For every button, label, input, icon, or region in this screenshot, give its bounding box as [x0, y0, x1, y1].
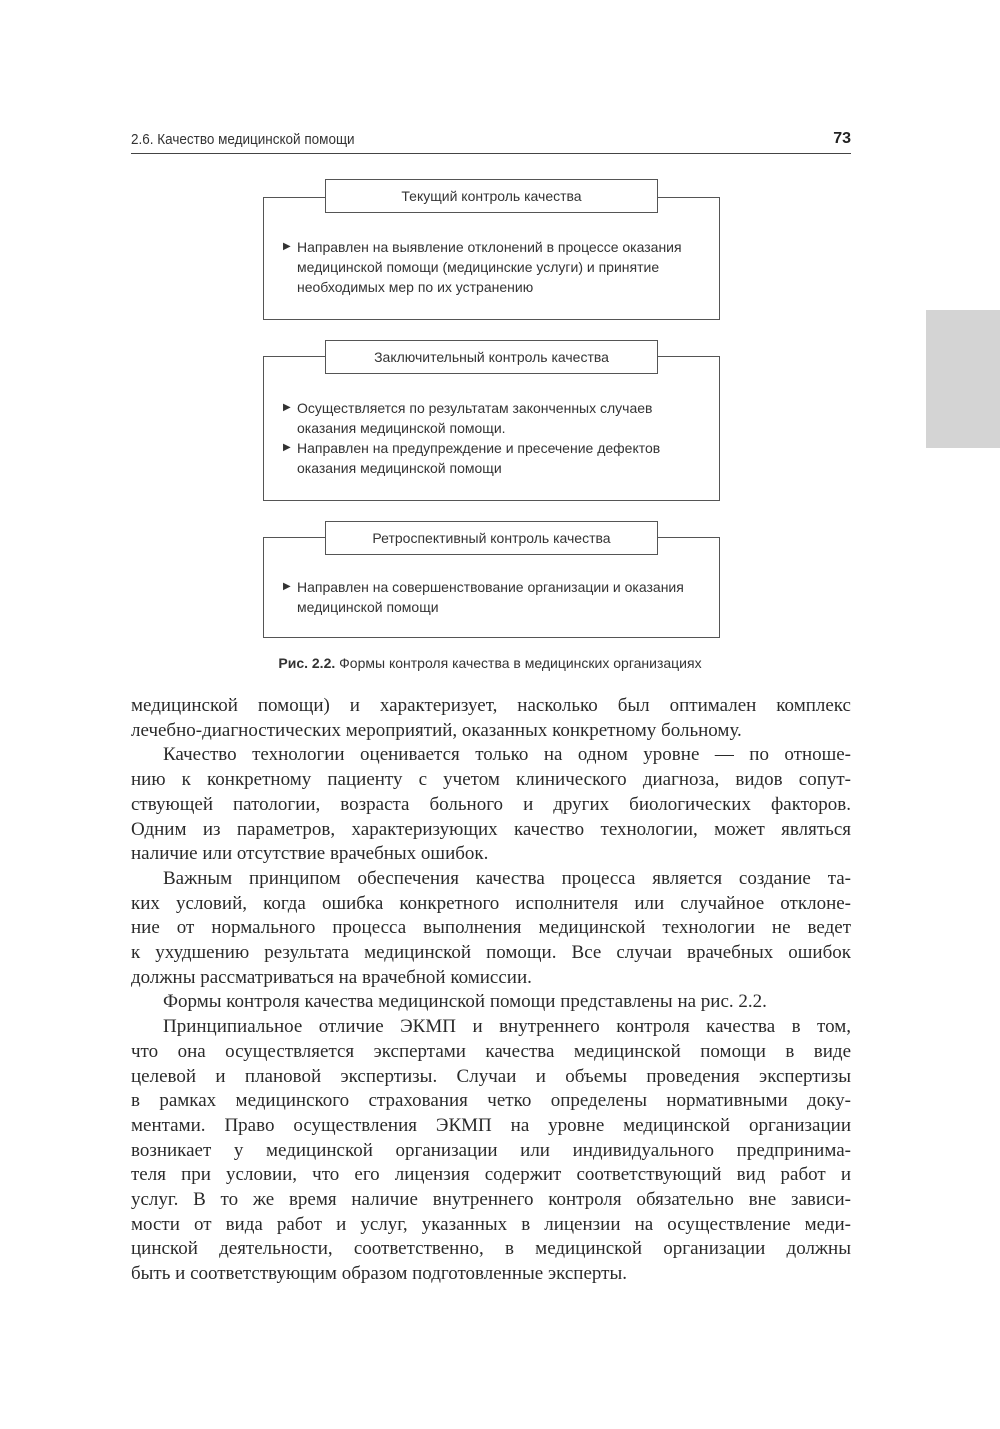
text-line: услуг. В то же время наличие внутреннего контроля обязательно вне зависи- [131, 1189, 851, 1211]
bullet-item: ▶ Направлен на совершенствование организации и оказания медицинской помощи [283, 579, 684, 615]
text-line: ствующей патологии, возраста больного и других биологических факторов. [131, 793, 851, 815]
triangle-bullet-icon: ▶ [283, 241, 291, 252]
text-line: должны рассматриваться на врачебной комиссии. [131, 966, 532, 988]
triangle-bullet-icon: ▶ [283, 581, 291, 592]
text-line: медицинской помощи) и характеризует, насколько был оптимален комплекс [131, 695, 851, 716]
page-number: 73 [833, 130, 851, 147]
text-line: Важным принципом обеспечения качества процесса является создание та- [163, 867, 851, 889]
text-line: целевой и плановой экспертизы. Случаи и объемы проведения экспертизы [131, 1065, 851, 1087]
bullet-item: ▶ Направлен на предупреждение и пресечение дефектов оказания медицинской помощи [283, 440, 661, 476]
text-line: быть и соответствующим образом подготовленные эксперты. [131, 1263, 627, 1285]
chapter-thumb-tab [926, 310, 1000, 448]
body-text [131, 694, 851, 1287]
text-line: ких условий, когда ошибка конкретного исполнителя или случайное отклоне- [131, 892, 851, 914]
text-line: нию к конкретному пациенту с учетом клинического диагноза, видов сопут- [131, 769, 851, 791]
text-line: Принципиальное отличие ЭКМП и внутреннего контроля качества в том, [163, 1016, 851, 1038]
text-line: ние от нормального процесса выполнения медицинской технологии не ведет [131, 917, 851, 939]
text-line: ментами. Право осуществления ЭКМП на уровне медицинской организации [131, 1114, 851, 1136]
text-line: что она осуществляется экспертами качества медицинской помощи в виде [131, 1040, 851, 1062]
figure-caption: Рис. 2.2. Формы контроля качества в медицинских организациях [278, 655, 702, 671]
triangle-bullet-icon: ▶ [283, 402, 291, 413]
section-title: 2.6. Качество медицинской помощи [131, 131, 355, 148]
text-line: возникает у медицинской организации или индивидуального предпринима- [131, 1139, 851, 1161]
text-line: мости от вида работ и услуг, указанных в лицензии на осуществление меди- [131, 1213, 851, 1235]
bullet-item: ▶ Осуществляется по результатам законченных случаев оказания медицинской помощи. [283, 400, 653, 436]
text-line: Формы контроля качества медицинской помощи представлены на рис. 2.2. [163, 991, 767, 1013]
text-line: к ухудшению результата медицинской помощи. Все случаи врачебных ошибок [131, 942, 851, 964]
box-title: Текущий контроль качества [325, 179, 658, 213]
running-header [131, 129, 851, 154]
triangle-bullet-icon: ▶ [283, 442, 291, 453]
text-line: лечебно-диагностических мероприятий, оказанных конкретному больному. [131, 719, 742, 741]
text-line: Одним из параметров, характеризующих качество технологии, может являться [131, 818, 851, 840]
text-line: наличие или отсутствие врачебных ошибок. [131, 843, 489, 865]
text-line: в рамках медицинского страхования четко определены нормативными доку- [131, 1090, 851, 1112]
box-title: Заключительный контроль качества [325, 340, 658, 374]
bullet-item: ▶ Направлен на выявление отклонений в процессе оказания медицинской помощи (медицинские услуги) и принятие необходимых мер по их устранению [283, 239, 682, 295]
box-title: Ретроспективный контроль качества [325, 521, 658, 555]
text-line: теля при условии, что его лицензия содержит соответствующий вид работ и [131, 1164, 851, 1186]
text-line: цинской деятельности, соответственно, в медицинской организации должны [131, 1238, 851, 1260]
text-line: Качество технологии оценивается только на одном уровне — по отноше- [163, 744, 851, 766]
